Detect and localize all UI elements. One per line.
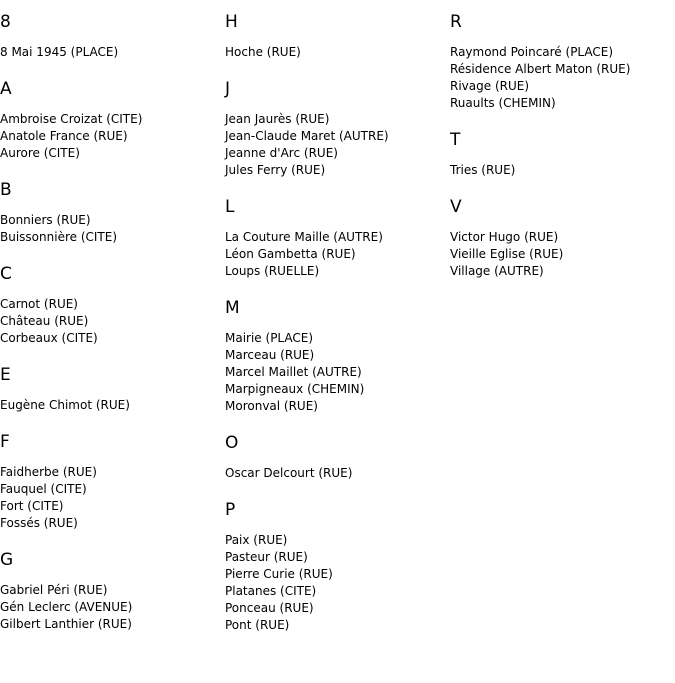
street-list: [0, 212, 225, 246]
street-link[interactable]: Oscar Delcourt (RUE): [225, 466, 353, 480]
street-link[interactable]: Fauquel (CITE): [0, 482, 87, 496]
letter-heading: V: [450, 197, 462, 217]
letter-group: [225, 498, 450, 634]
street-link[interactable]: Carnot (RUE): [0, 297, 78, 311]
letter-group: [225, 195, 450, 280]
street-link[interactable]: Jeanne d'Arc (RUE): [225, 146, 338, 160]
street-list: [0, 397, 225, 414]
street-link[interactable]: 8 Mai 1945 (PLACE): [0, 45, 119, 59]
letter-heading: F: [0, 432, 10, 452]
street-link[interactable]: Pont (RUE): [225, 618, 290, 632]
street-link[interactable]: Gilbert Lanthier (RUE): [0, 617, 132, 631]
letter-heading: G: [0, 550, 14, 570]
street-link[interactable]: Buissonnière (CITE): [0, 230, 118, 244]
street-list: [450, 44, 675, 112]
street-list: [225, 532, 450, 634]
letter-group: [0, 548, 225, 633]
letter-heading: M: [225, 298, 240, 318]
street-link[interactable]: Marceau (RUE): [225, 348, 315, 362]
street-link[interactable]: Aurore (CITE): [0, 146, 80, 160]
letter-group: [0, 262, 225, 347]
street-list: [225, 44, 450, 61]
street-link[interactable]: Platanes (CITE): [225, 584, 317, 598]
letter-group: [0, 430, 225, 532]
letter-group: [0, 178, 225, 246]
street-list: [0, 296, 225, 347]
street-list: [0, 464, 225, 532]
street-link[interactable]: Rivage (RUE): [450, 79, 530, 93]
street-link[interactable]: Vieille Eglise (RUE): [450, 247, 564, 261]
letter-group: [0, 77, 225, 162]
street-link[interactable]: Marcel Maillet (AUTRE): [225, 365, 362, 379]
street-link[interactable]: Victor Hugo (RUE): [450, 230, 559, 244]
street-link[interactable]: Jules Ferry (RUE): [225, 163, 326, 177]
street-index-column-1: [0, 10, 225, 649]
letter-heading: A: [0, 79, 12, 99]
letter-heading: L: [225, 197, 235, 217]
street-index-column-3: [450, 10, 675, 296]
street-link[interactable]: Ponceau (RUE): [225, 601, 314, 615]
letter-heading: O: [225, 433, 239, 453]
street-list: [225, 229, 450, 280]
street-link[interactable]: Léon Gambetta (RUE): [225, 247, 356, 261]
street-list: [0, 44, 225, 61]
letter-heading: B: [0, 180, 12, 200]
street-list: [450, 162, 675, 179]
street-link[interactable]: Ambroise Croizat (CITE): [0, 112, 143, 126]
letter-group: [450, 128, 675, 179]
street-link[interactable]: Hoche (RUE): [225, 45, 301, 59]
letter-heading: E: [0, 365, 11, 385]
street-link[interactable]: Anatole France (RUE): [0, 129, 128, 143]
street-link[interactable]: Faidherbe (RUE): [0, 465, 97, 479]
street-link[interactable]: Jean-Claude Maret (AUTRE): [225, 129, 389, 143]
street-list: [225, 330, 450, 415]
street-link[interactable]: Corbeaux (CITE): [0, 331, 98, 345]
street-link[interactable]: Paix (RUE): [225, 533, 288, 547]
street-link[interactable]: Pasteur (RUE): [225, 550, 308, 564]
street-link[interactable]: Résidence Albert Maton (RUE): [450, 62, 631, 76]
street-link[interactable]: Village (AUTRE): [450, 264, 544, 278]
letter-group: [225, 10, 450, 61]
street-link[interactable]: Pierre Curie (RUE): [225, 567, 333, 581]
letter-group: [225, 296, 450, 415]
street-link[interactable]: Gabriel Péri (RUE): [0, 583, 108, 597]
street-link[interactable]: Fossés (RUE): [0, 516, 78, 530]
street-list: [0, 582, 225, 633]
street-link[interactable]: Mairie (PLACE): [225, 331, 314, 345]
letter-heading: 8: [0, 12, 11, 32]
street-link[interactable]: Bonniers (RUE): [0, 213, 91, 227]
letter-heading: P: [225, 500, 236, 520]
street-link[interactable]: Château (RUE): [0, 314, 89, 328]
street-list: [225, 465, 450, 482]
street-link[interactable]: La Couture Maille (AUTRE): [225, 230, 383, 244]
letter-group: [450, 195, 675, 280]
street-link[interactable]: Gén Leclerc (AVENUE): [0, 600, 133, 614]
letter-heading: R: [450, 12, 462, 32]
street-link[interactable]: Loups (RUELLE): [225, 264, 320, 278]
street-link[interactable]: Marpigneaux (CHEMIN): [225, 382, 365, 396]
street-link[interactable]: Eugène Chimot (RUE): [0, 398, 130, 412]
letter-group: [450, 10, 675, 112]
street-list: [0, 111, 225, 162]
letter-heading: C: [0, 264, 12, 284]
letter-group: [225, 431, 450, 482]
letter-heading: J: [225, 79, 231, 99]
street-link[interactable]: Raymond Poincaré (PLACE): [450, 45, 614, 59]
street-link[interactable]: Fort (CITE): [0, 499, 64, 513]
street-link[interactable]: Tries (RUE): [450, 163, 516, 177]
street-list: [225, 111, 450, 179]
street-list: [450, 229, 675, 280]
letter-heading: H: [225, 12, 238, 32]
street-link[interactable]: Moronval (RUE): [225, 399, 318, 413]
street-index-column-2: [225, 10, 450, 650]
street-link[interactable]: Ruaults (CHEMIN): [450, 96, 556, 110]
letter-group: [0, 10, 225, 61]
letter-group: [0, 363, 225, 414]
letter-group: [225, 77, 450, 179]
letter-heading: T: [450, 130, 461, 150]
street-link[interactable]: Jean Jaurès (RUE): [225, 112, 330, 126]
